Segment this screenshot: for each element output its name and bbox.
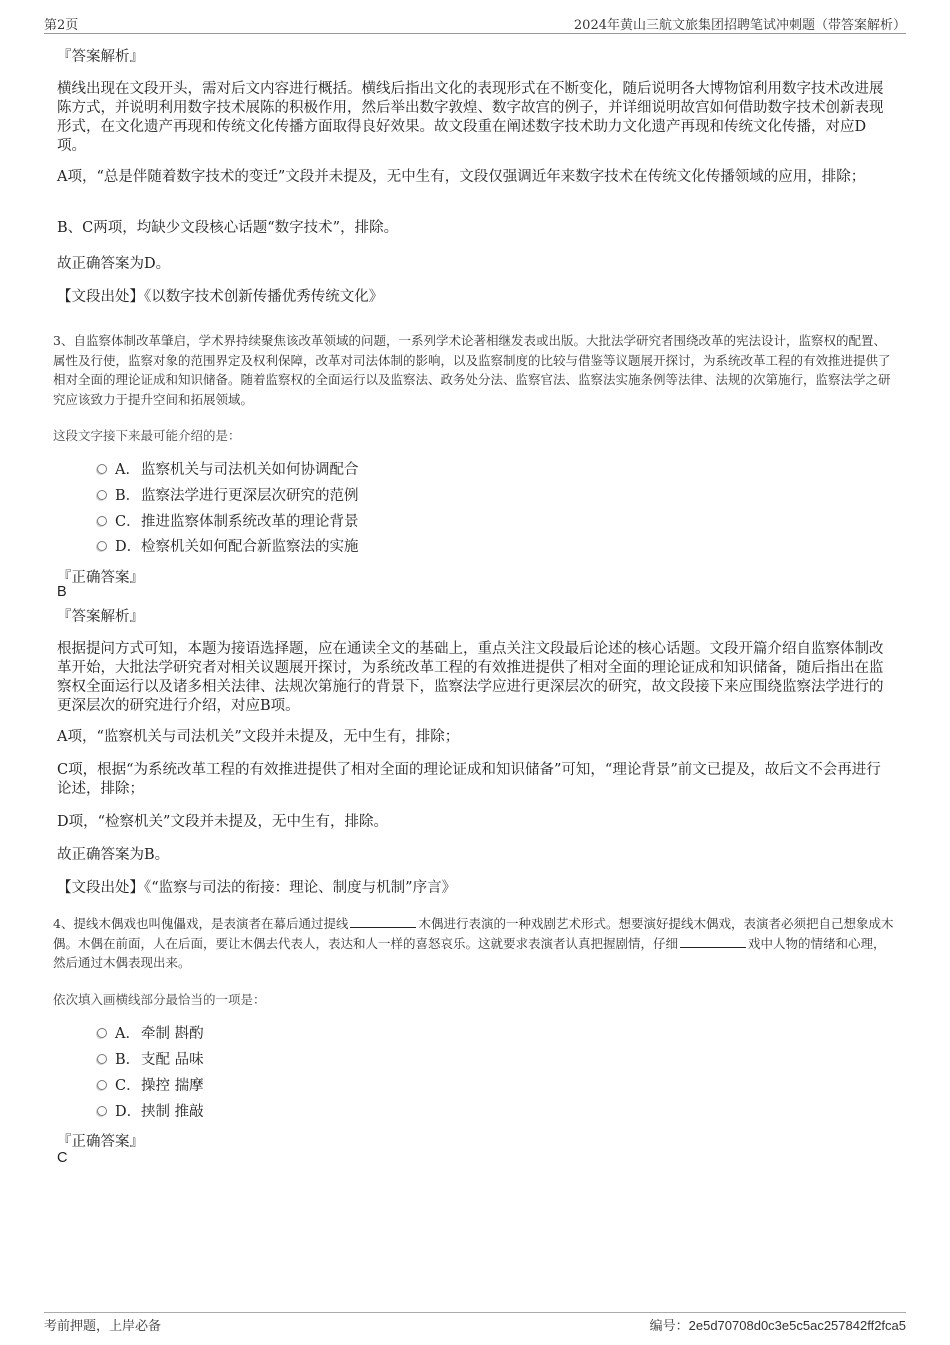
radio-icon[interactable] xyxy=(97,1080,107,1090)
q3-stem: 3、自监察体制改革肇启，学术界持续聚焦该改革领域的问题，一系列学术论著相继发表或出版。大批法学研究者围绕改革的宪法设计，监察权的配置、属性及行使，监察对象的范围界定及权利保障，改革对司法体制的影响，以及监察制度的比较与借鉴等议题展开探讨，为系统改革工程的有效推进提供了相对全面的理论证成和知识储备。随着监察权的全面运行以及监察法、政务处分法、监察官法、监察法实施条例等法律、法规的次第施行，监察法学之研究应该致力于提升空间和拓展领域。 xyxy=(53,333,891,407)
option-letter: D． xyxy=(115,1104,142,1120)
option-text: 操控 揣摩 xyxy=(141,1078,204,1094)
radio-icon[interactable] xyxy=(97,516,107,526)
option-text: 监察法学进行更深层次研究的范例 xyxy=(141,488,359,504)
radio-icon[interactable] xyxy=(97,464,107,474)
q3-conclusion: 故正确答案为B。 xyxy=(57,847,170,863)
option-text: 挟制 推敲 xyxy=(141,1104,204,1120)
q2-analysis-label: 『答案解析』 xyxy=(57,49,144,65)
q4-correct-answer: C xyxy=(57,1150,68,1166)
radio-icon[interactable] xyxy=(97,490,107,500)
radio-icon[interactable] xyxy=(97,1106,107,1116)
q3-correct-label: 『正确答案』 xyxy=(57,570,144,586)
q3-source: 【文段出处】《“监察与司法的衔接：理论、制度与机制”序言》 xyxy=(57,880,457,896)
q3-option-b[interactable] xyxy=(97,486,359,506)
option-letter: A． xyxy=(115,1026,140,1042)
q3-prompt: 这段文字接下来最可能介绍的是： xyxy=(53,428,241,443)
q3-note-a: A项，“监察机关与司法机关”文段并未提及，无中生有，排除； xyxy=(57,729,460,745)
code-value: 2e5d70708d0c3e5c5ac257842ff2fca5 xyxy=(688,1318,906,1333)
q3-analysis-text: 根据提问方式可知，本题为接语选择题，应在通读全文的基础上，重点关注文段最后论述的核心话题。文段开篇介绍自监察体制改革开始，大批法学研究者对相关议题展开探讨，为系统改革工程的有效推进提供了相对全面的理论证成和知识储备，随后指出在监察权全面运行以及诸多相关法律、法规次第施行的背景下，监察法学应进行更深层次的研究，故文段接下来应围绕监察法学进行的更深层次的研究进行介绍，对应B项。 xyxy=(57,641,884,714)
q2-note-a: A项，“总是伴随着数字技术的变迁”文段并未提及，无中生有，文段仅强调近年来数字技术在传统文化传播领域的应用，排除； xyxy=(57,169,866,185)
q3-analysis-label: 『答案解析』 xyxy=(57,609,144,625)
document-code xyxy=(650,1315,906,1334)
q3-note-c: C项，根据“为系统改革工程的有效推进提供了相对全面的理论证成和知识储备”可知，“理论背景”前文已提及，故后文不会再进行论述，排除； xyxy=(57,762,881,797)
q4-stem-part3: 戏中人物的情绪和心理，然后通过木偶表现出来。 xyxy=(53,935,886,970)
q2-source: 【文段出处】《以数字技术创新传播优秀传统文化》 xyxy=(57,289,384,305)
q3-option-c[interactable] xyxy=(97,512,359,532)
option-letter: C． xyxy=(115,514,141,530)
option-text: 支配 品味 xyxy=(141,1052,204,1068)
radio-icon[interactable] xyxy=(97,541,107,551)
option-letter: D． xyxy=(115,539,142,555)
q4-prompt: 依次填入画横线部分最恰当的一项是： xyxy=(53,992,266,1007)
q4-stem xyxy=(53,914,898,973)
page-number: 第2页 xyxy=(44,18,79,33)
code-label: 编号： xyxy=(649,1319,689,1334)
q4-option-b[interactable] xyxy=(97,1050,204,1070)
option-text: 检察机关如何配合新监察法的实施 xyxy=(141,539,359,555)
q4-stem-part1: 4、提线木偶戏也叫傀儡戏，是表演者在幕后通过提线 xyxy=(53,916,349,931)
document-title: 2024年黄山三航文旅集团招聘笔试冲刺题（带答案解析） xyxy=(573,18,906,33)
radio-icon[interactable] xyxy=(97,1054,107,1064)
footer-slogan: 考前押题，上岸必备 xyxy=(44,1319,162,1334)
q4-stem-part2: 木偶进行表演的一种戏剧艺术形式。想要演好提线木偶戏，表演者必须把自己想象成木偶。木偶在前面，人在后面，要让木偶去代表人，表达和人一样的喜怒哀乐。这就要求表演者认真把握剧情，仔细 xyxy=(53,916,894,951)
q4-correct-label: 『正确答案』 xyxy=(57,1134,144,1150)
page-header xyxy=(44,14,906,34)
page-footer xyxy=(44,1312,906,1333)
q4-option-c[interactable] xyxy=(97,1076,204,1096)
q3-option-d[interactable] xyxy=(97,537,359,557)
option-text: 牵制 斟酌 xyxy=(141,1026,204,1042)
q3-option-a[interactable] xyxy=(97,460,359,480)
option-text: 监察机关与司法机关如何协调配合 xyxy=(141,462,359,478)
fill-blank-2 xyxy=(680,935,746,948)
q4-option-a[interactable] xyxy=(97,1024,204,1044)
option-text: 推进监察体制系统改革的理论背景 xyxy=(141,514,359,530)
q2-note-bc: B、C两项，均缺少文段核心话题“数字技术”，排除。 xyxy=(57,220,399,236)
q3-correct-answer: B xyxy=(57,584,67,600)
option-letter: B． xyxy=(115,488,141,504)
q3-note-d: D项，“检察机关”文段并未提及，无中生有，排除。 xyxy=(57,814,388,830)
q4-option-d[interactable] xyxy=(97,1102,204,1122)
fill-blank-1 xyxy=(350,915,416,928)
option-letter: C． xyxy=(115,1078,141,1094)
q2-conclusion: 故正确答案为D。 xyxy=(57,256,171,272)
option-letter: B． xyxy=(115,1052,141,1068)
radio-icon[interactable] xyxy=(97,1028,107,1038)
q2-analysis-text: 横线出现在文段开头，需对后文内容进行概括。横线后指出文化的表现形式在不断变化，随后说明各大博物馆利用数字技术改进展陈方式，并说明利用数字技术展陈的积极作用，然后举出数字敦煌、数字故宫的例子，并详细说明故宫如何借助数字技术创新表现形式，在文化遗产再现和传统文化传播方面取得良好效果。故文段重在阐述数字技术助力文化遗产再现和传统文化传播，对应D项。 xyxy=(57,81,884,154)
option-letter: A． xyxy=(115,462,140,478)
